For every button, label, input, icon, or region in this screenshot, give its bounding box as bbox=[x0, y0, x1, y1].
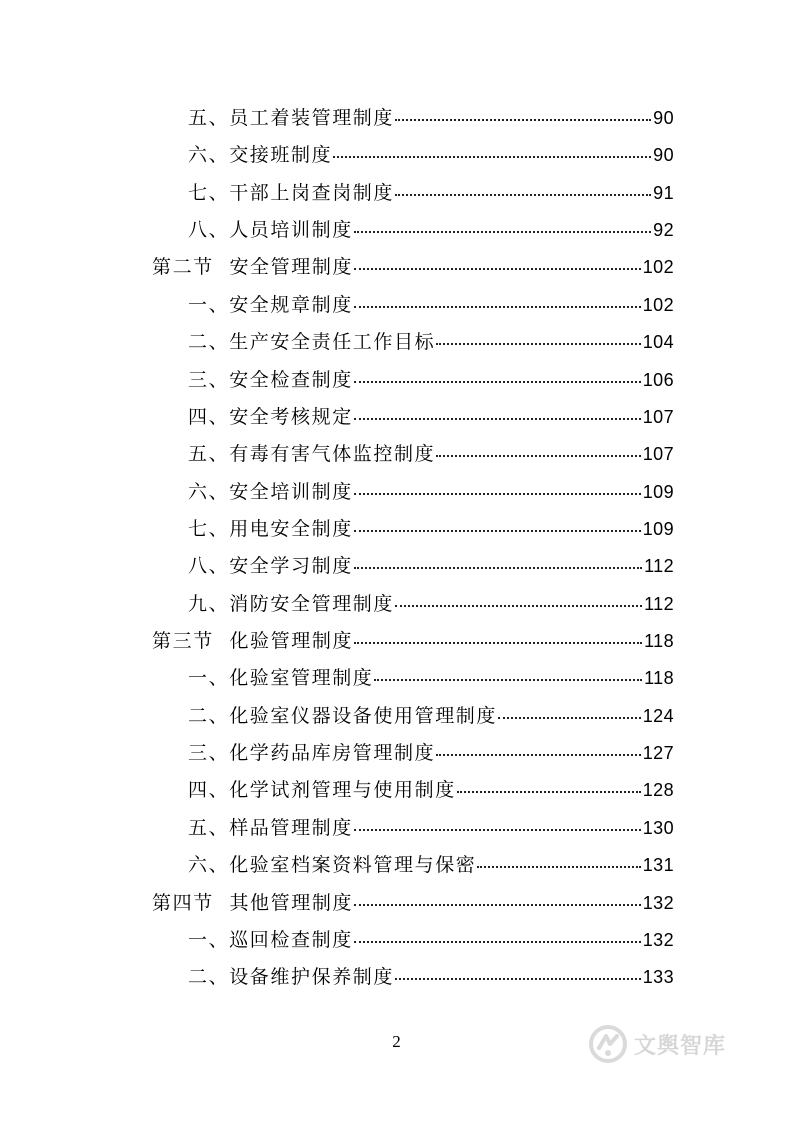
toc-page-number: 92 bbox=[653, 220, 674, 241]
toc-entry bbox=[152, 287, 674, 324]
toc-page-number: 124 bbox=[642, 705, 674, 726]
toc-entry-title: 七、用电安全制度 bbox=[188, 517, 353, 540]
toc-entry bbox=[152, 660, 674, 697]
toc-page-number: 109 bbox=[642, 481, 674, 502]
toc-dot-leader bbox=[395, 978, 641, 980]
toc-dot-leader bbox=[354, 493, 641, 495]
toc-page-number: 118 bbox=[644, 668, 674, 689]
toc-page-number: 102 bbox=[642, 294, 674, 315]
footer-page-number: 2 bbox=[392, 1032, 401, 1051]
toc-entry bbox=[152, 137, 674, 174]
toc-entry-title: 四、安全考核规定 bbox=[188, 405, 353, 428]
toc-entry-title: 七、干部上岗查岗制度 bbox=[188, 181, 395, 204]
toc-entry-title: 六、交接班制度 bbox=[188, 144, 333, 167]
watermark-brand-text: 文舆智库 bbox=[634, 1033, 727, 1059]
toc-entry bbox=[152, 735, 674, 772]
table-of-contents bbox=[152, 100, 674, 997]
toc-entry-title: 六、化验室档案资料管理与保密 bbox=[188, 854, 477, 877]
toc-page-number: 131 bbox=[642, 855, 674, 876]
toc-entry bbox=[152, 474, 674, 511]
toc-entry-title: 四、化学试剂管理与使用制度 bbox=[188, 779, 456, 802]
toc-entry-title: 八、安全学习制度 bbox=[188, 555, 353, 578]
toc-dot-leader bbox=[498, 717, 641, 719]
toc-entry-title: 第二节 安全管理制度 bbox=[152, 256, 354, 279]
toc-entry bbox=[152, 100, 674, 137]
toc-page-number: 106 bbox=[642, 369, 674, 390]
toc-dot-leader bbox=[354, 231, 651, 233]
toc-dot-leader bbox=[354, 381, 641, 383]
toc-entry bbox=[152, 922, 674, 959]
toc-page-number: 104 bbox=[642, 332, 674, 353]
toc-entry-title: 五、有毒有害气体监控制度 bbox=[188, 443, 436, 466]
toc-dot-leader bbox=[354, 418, 641, 420]
toc-dot-leader bbox=[354, 941, 641, 943]
toc-entry-title: 二、化验室仪器设备使用管理制度 bbox=[188, 704, 498, 727]
toc-dot-leader bbox=[457, 791, 641, 793]
toc-entry bbox=[152, 362, 674, 399]
toc-list bbox=[152, 100, 674, 997]
toc-entry bbox=[152, 212, 674, 249]
toc-section-entry bbox=[152, 623, 674, 660]
toc-dot-leader bbox=[354, 904, 641, 906]
toc-entry bbox=[152, 548, 674, 585]
toc-dot-leader bbox=[354, 530, 641, 532]
toc-dot-leader bbox=[477, 866, 640, 868]
toc-entry bbox=[152, 810, 674, 847]
toc-dot-leader bbox=[436, 754, 641, 756]
toc-entry-title: 一、巡回检查制度 bbox=[188, 928, 353, 951]
toc-entry-title: 五、员工着装管理制度 bbox=[188, 107, 395, 129]
toc-section-entry bbox=[152, 885, 674, 922]
toc-page-number: 109 bbox=[642, 518, 674, 539]
toc-dot-leader bbox=[333, 156, 651, 158]
toc-entry-title: 二、设备维护保养制度 bbox=[188, 966, 395, 989]
toc-page-number: 90 bbox=[653, 145, 674, 166]
toc-entry bbox=[152, 959, 674, 996]
toc-entry-title: 第四节 其他管理制度 bbox=[152, 891, 354, 914]
toc-entry bbox=[152, 324, 674, 361]
watermark bbox=[588, 1020, 758, 1068]
toc-dot-leader bbox=[354, 268, 641, 270]
toc-entry-title: 五、样品管理制度 bbox=[188, 816, 353, 839]
toc-entry-title: 二、生产安全责任工作目标 bbox=[188, 331, 436, 354]
toc-page-number: 130 bbox=[642, 817, 674, 838]
toc-entry-title: 一、化验室管理制度 bbox=[188, 667, 374, 690]
toc-page-number: 133 bbox=[642, 967, 674, 988]
toc-page-number: 128 bbox=[642, 780, 674, 801]
toc-page-number: 118 bbox=[644, 631, 674, 652]
watermark-logo-icon bbox=[588, 1024, 628, 1064]
toc-page-number: 107 bbox=[642, 444, 674, 465]
toc-entry bbox=[152, 586, 674, 623]
toc-entry bbox=[152, 175, 674, 212]
toc-entry bbox=[152, 511, 674, 548]
toc-dot-leader bbox=[354, 306, 641, 308]
toc-entry-title: 一、安全规章制度 bbox=[188, 293, 353, 316]
toc-page-number: 127 bbox=[642, 743, 674, 764]
toc-section-entry bbox=[152, 249, 674, 286]
toc-entry bbox=[152, 436, 674, 473]
toc-entry-title: 八、人员培训制度 bbox=[188, 219, 353, 242]
toc-page-number: 132 bbox=[642, 892, 674, 913]
toc-page-number: 132 bbox=[642, 929, 674, 950]
toc-dot-leader bbox=[395, 119, 651, 121]
toc-entry-title: 三、化学药品库房管理制度 bbox=[188, 742, 436, 765]
toc-page-number: 107 bbox=[642, 406, 674, 427]
toc-page-number: 90 bbox=[653, 108, 674, 128]
toc-entry-title: 六、安全培训制度 bbox=[188, 480, 353, 503]
toc-entry bbox=[152, 847, 674, 884]
toc-page-number: 112 bbox=[644, 593, 674, 614]
toc-dot-leader bbox=[374, 679, 642, 681]
toc-entry-title: 第三节 化验管理制度 bbox=[152, 630, 354, 653]
toc-dot-leader bbox=[436, 343, 641, 345]
toc-entry bbox=[152, 399, 674, 436]
toc-entry bbox=[152, 772, 674, 809]
toc-entry-title: 九、消防安全管理制度 bbox=[188, 592, 395, 615]
toc-entry bbox=[152, 698, 674, 735]
toc-page-number: 102 bbox=[642, 257, 674, 278]
toc-page-number: 91 bbox=[653, 182, 674, 203]
toc-dot-leader bbox=[354, 642, 642, 644]
toc-dot-leader bbox=[436, 455, 641, 457]
toc-page-number: 112 bbox=[644, 556, 674, 577]
toc-entry-title: 三、安全检查制度 bbox=[188, 368, 353, 391]
toc-dot-leader bbox=[354, 567, 642, 569]
toc-dot-leader bbox=[395, 605, 642, 607]
toc-dot-leader bbox=[395, 194, 651, 196]
toc-dot-leader bbox=[354, 829, 641, 831]
